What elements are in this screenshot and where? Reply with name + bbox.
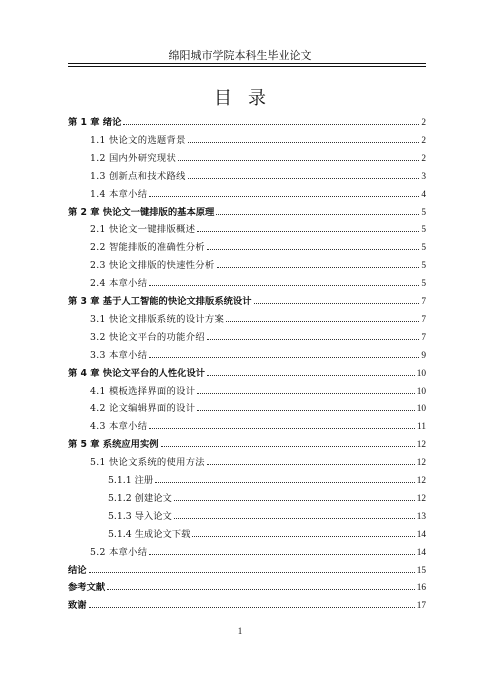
toc-entry-page: 14 (416, 529, 426, 540)
toc-entry-label: 3.1 快论文排版系统的设计方案 (90, 313, 225, 325)
toc-leader-dots (89, 572, 415, 573)
toc-section-entry[interactable] (90, 383, 426, 397)
toc-leader-dots (188, 142, 420, 143)
toc-entry-label: 参考文献 (68, 582, 106, 594)
toc-entry-label: 1.2 国内外研究现状 (90, 152, 177, 164)
toc-section-entry[interactable] (90, 400, 426, 414)
toc-leader-dots (155, 482, 414, 483)
toc-chapter-entry[interactable] (68, 436, 426, 450)
toc-leader-dots (123, 124, 419, 125)
toc-entry-page: 12 (416, 493, 426, 504)
toc-entry-label: 1.4 本章小结 (90, 188, 148, 200)
toc-entry-page: 7 (421, 332, 426, 343)
toc-section-entry[interactable] (90, 239, 426, 253)
toc-leader-dots (149, 357, 419, 358)
toc-entry-label: 第 2 章 快论文一键排版的基本原理 (68, 206, 215, 218)
toc-entry-label: 致谢 (68, 600, 87, 612)
toc-entry-page: 7 (421, 314, 426, 325)
toc-section-entry[interactable] (90, 186, 426, 200)
toc-entry-page: 13 (416, 511, 426, 522)
running-header: 绵阳城市学院本科生毕业论文 (168, 49, 312, 62)
toc-section-entry[interactable] (108, 472, 426, 486)
toc-section-entry[interactable] (90, 221, 426, 235)
toc-entry-label: 3.3 本章小结 (90, 349, 148, 361)
toc-entry-label: 第 3 章 基于人工智能的快论文排版系统设计 (68, 296, 252, 307)
toc-entry-label: 5.1.1 注册 (108, 475, 154, 486)
toc-leader-dots (174, 500, 415, 501)
toc-entry-label: 3.2 快论文平台的功能介绍 (90, 331, 205, 343)
toc-section-entry[interactable] (90, 275, 426, 289)
toc-entry-page: 12 (416, 440, 426, 451)
toc-leader-dots (197, 231, 419, 232)
toc-section-entry[interactable] (108, 508, 426, 522)
toc-entry-page: 9 (421, 350, 426, 361)
toc-section-entry[interactable] (90, 454, 426, 468)
toc-entry-label: 第 5 章 系统应用实例 (68, 439, 159, 451)
toc-entry-page: 2 (421, 153, 426, 164)
toc-entry-page: 10 (416, 368, 426, 379)
toc-leader-dots (207, 375, 415, 376)
toc-entry-page: 10 (416, 404, 426, 415)
toc-entry-page: 16 (416, 583, 426, 594)
toc-leader-dots (216, 214, 419, 215)
toc-entry-page: 12 (416, 458, 426, 469)
toc-chapter-entry[interactable] (68, 293, 426, 307)
toc-leader-dots (178, 160, 419, 161)
toc-entry-page: 12 (416, 476, 426, 486)
toc-section-entry[interactable] (108, 490, 426, 504)
toc-section-entry[interactable] (90, 168, 426, 182)
toc-leader-dots (207, 249, 419, 250)
toc-entry-label: 第 4 章 快论文平台的人性化设计 (68, 367, 206, 379)
toc-entry-label: 结论 (68, 564, 87, 576)
toc-entry-label: 2.2 智能排版的准确性分析 (90, 242, 205, 254)
toc-entry-page: 14 (416, 547, 426, 558)
toc-entry-page: 5 (421, 207, 426, 218)
toc-entry-label: 2.4 本章小结 (90, 278, 148, 290)
toc-section-entry[interactable] (90, 544, 426, 558)
toc-entry-label: 1.1 快论文的选题背景 (90, 134, 186, 146)
toc-section-entry[interactable] (90, 329, 426, 343)
toc-entry-label: 第 1 章 绪论 (68, 117, 122, 128)
toc-entry-label: 4.2 论文编辑界面的设计 (90, 403, 196, 415)
toc-entry-label: 5.1 快论文系统的使用方法 (90, 457, 205, 469)
toc-leader-dots (149, 428, 415, 429)
page-number: 1 (237, 626, 243, 636)
toc-chapter-entry[interactable] (68, 365, 426, 379)
toc-leader-dots (149, 196, 419, 197)
toc-section-entry[interactable] (90, 311, 426, 325)
toc-section-entry[interactable] (90, 418, 426, 432)
toc-section-entry[interactable] (90, 347, 426, 361)
toc-entry-label: 2.3 快论文排版的快速性分析 (90, 260, 215, 272)
toc-chapter-entry[interactable] (68, 579, 426, 593)
toc-entry-page: 10 (416, 386, 426, 397)
toc-entry-label: 5.2 本章小结 (90, 546, 148, 558)
toc-leader-dots (226, 321, 419, 322)
toc-leader-dots (207, 464, 415, 465)
toc-entry-label: 2.1 快论文一键排版概述 (90, 224, 196, 236)
toc-entry-page: 5 (421, 225, 426, 236)
toc-leader-dots (217, 267, 420, 268)
toc-entry-page: 2 (421, 118, 426, 128)
toc-chapter-entry[interactable] (68, 597, 426, 611)
toc-section-entry[interactable] (108, 526, 426, 540)
toc-entry-page: 7 (421, 297, 426, 307)
toc-leader-dots (197, 410, 414, 411)
toc-entry-label: 5.1.2 创建论文 (108, 492, 172, 504)
toc-chapter-entry[interactable] (68, 204, 426, 218)
toc-entry-page: 17 (416, 601, 426, 612)
toc-entry-page: 5 (421, 279, 426, 290)
page-title: 目录 (214, 88, 282, 109)
header-rule-thick (68, 63, 426, 64)
toc-entry-page: 11 (417, 422, 426, 433)
toc-leader-dots (197, 393, 414, 394)
toc-leader-dots (161, 446, 415, 447)
toc-leader-dots (174, 518, 415, 519)
toc-entry-page: 2 (421, 135, 426, 146)
toc-entry-page: 15 (416, 565, 426, 576)
toc-entry-page: 3 (421, 171, 426, 182)
toc-leader-dots (192, 536, 414, 537)
toc-leader-dots (207, 339, 419, 340)
toc-entry-page: 5 (421, 243, 426, 254)
toc-section-entry[interactable] (90, 257, 426, 271)
toc-chapter-entry[interactable] (68, 562, 426, 576)
toc-leader-dots (188, 178, 420, 179)
toc-leader-dots (149, 554, 414, 555)
header-rule-thin (68, 66, 426, 67)
toc-entry-page: 4 (421, 189, 426, 200)
toc-entry-label: 5.1.4 生成论文下载 (108, 528, 191, 540)
toc-leader-dots (149, 285, 419, 286)
toc-entry-label: 5.1.3 导入论文 (108, 510, 172, 522)
toc-entry-label: 4.1 模板选择界面的设计 (90, 385, 196, 397)
toc-entry-label: 1.3 创新点和技术路线 (90, 170, 186, 182)
toc-chapter-entry[interactable] (68, 114, 426, 128)
toc-leader-dots (107, 589, 415, 590)
toc-entry-label: 4.3 本章小结 (90, 421, 148, 433)
toc-section-entry[interactable] (90, 132, 426, 146)
toc-leader-dots (89, 607, 415, 608)
toc-entry-page: 5 (421, 261, 426, 272)
toc-section-entry[interactable] (90, 150, 426, 164)
toc-leader-dots (254, 303, 420, 304)
